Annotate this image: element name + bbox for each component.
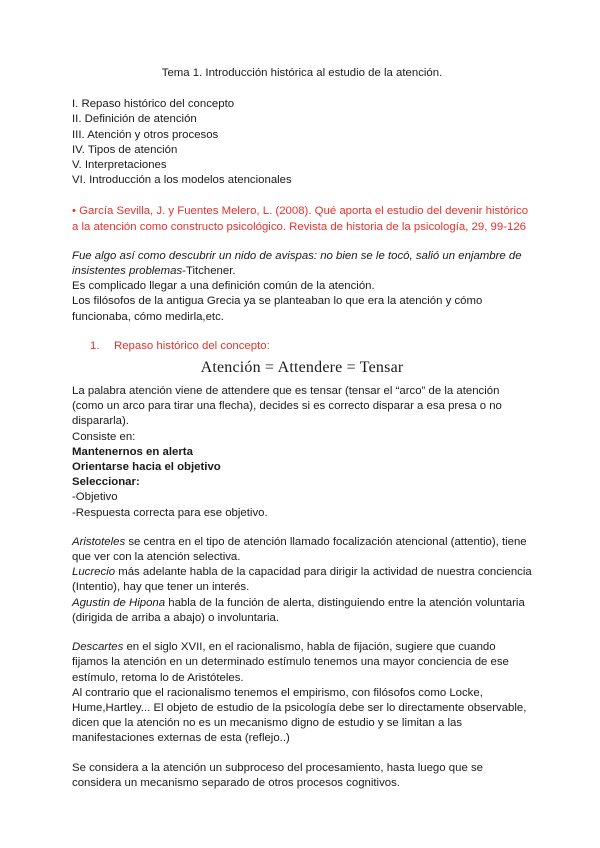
toc-item-1: I. Repaso histórico del concepto	[72, 98, 235, 111]
section-number: 1.	[90, 339, 100, 352]
author-text: habla de la función de alerta, distinguiendo entre la atención voluntaria (dirigida de arriba a abajo) o involuntaria.	[72, 596, 525, 624]
document-page	[72, 66, 532, 791]
toc-item-2: II. Definición de atención	[72, 113, 197, 126]
list-item-respuesta: -Respuesta correcta para ese objetivo.	[72, 506, 268, 519]
toc-item-3: III. Atención y otros procesos	[72, 128, 219, 141]
consists-label: Consiste en:	[72, 430, 136, 443]
bibliographic-reference: • García Sevilla, J. y Fuentes Melero, L. (2008). Qué aporta el estudio del devenir histórico a la atención como constructo psicológico. Revista de historia de la psicología, 29, 99-126	[72, 205, 529, 233]
etymology-formula: Atención = Attendere = Tensar	[200, 359, 404, 377]
intro-line-2: Los filósofos de la antigua Grecia ya se planteaban lo que era la atención y cómo funcionaba, cómo medirla,etc.	[72, 295, 483, 323]
document-title: Tema 1. Introducción histórica al estudio de la atención.	[161, 67, 443, 79]
section-1-body	[72, 384, 532, 521]
closing-paragraph: Se considera a la atención un subproceso del procesamiento, hasta luego que se considera un mecanismo separado de otros procesos cognitivos.	[72, 761, 483, 789]
authors-block	[72, 535, 532, 626]
descartes-block	[72, 640, 532, 746]
titchener-quote	[72, 249, 532, 279]
agustin-paragraph	[72, 596, 532, 626]
aristoteles-paragraph	[72, 535, 532, 565]
toc-item-6: VI. Introducción a los modelos atencionales	[72, 174, 292, 187]
toc-item-5: V. Interpretaciones	[72, 159, 167, 172]
author-name: Aristoteles	[72, 535, 126, 548]
intro-line-1: Es complicado llegar a una definición común de la atención.	[72, 280, 375, 293]
bold-item-select: Seleccionar:	[72, 476, 140, 489]
bold-item-orient: Orientarse hacia el objetivo	[72, 461, 221, 474]
author-name: Agustin de Hipona	[72, 596, 166, 609]
lucrecio-paragraph	[72, 565, 532, 595]
section-1-heading	[72, 339, 532, 354]
toc-item-4: IV. Tipos de atención	[72, 143, 178, 156]
author-text: más adelante habla de la capacidad para dirigir la actividad de nuestra conciencia (Intentio), hay que tener un interés.	[72, 566, 532, 594]
descartes-paragraph	[72, 640, 532, 686]
quote-text: Fue algo así como descubrir un nido de avispas: no bien se le tocó, salió un enjambre de insistentes problemas	[72, 249, 522, 278]
attendere-paragraph: La palabra atención viene de attendere que es tensar (tensar el “arco” de la atención (como un arco para tirar una flecha), decides si es correcto disparar a esa presa o no dispararla).	[72, 385, 502, 428]
author-text: se centra en el tipo de atención llamado focalización atencional (attentio), tiene que ver con la atención selectiva.	[72, 535, 527, 564]
empirismo-paragraph: Al contrario que el racionalismo tenemos el empirismo, con filósofos como Locke, Hume,Hartley... El objeto de estudio de la psicología debe ser lo directamente observable, dicen que la atención no es un mecanismo digno de estudio y se limitan a las manifestaciones externas de esta (reflejo..)	[72, 686, 527, 745]
quote-author: -Titchener.	[182, 265, 236, 278]
table-of-contents	[72, 97, 532, 188]
bold-item-alert: Mantenernos en alerta	[72, 445, 193, 458]
author-text: en el siglo XVII, en el racionalismo, habla de fijación, sugiere que cuando fijamos la atención en un determinado estímulo tenemos una mayor conciencia de ese estímulo, retoma lo de Aristóteles.	[72, 641, 509, 684]
author-name: Descartes	[72, 641, 124, 654]
author-name: Lucrecio	[72, 566, 116, 579]
section-heading-text: Repaso histórico del concepto:	[114, 339, 270, 352]
intro-block	[72, 249, 532, 325]
list-item-objetivo: -Objetivo	[72, 491, 118, 504]
